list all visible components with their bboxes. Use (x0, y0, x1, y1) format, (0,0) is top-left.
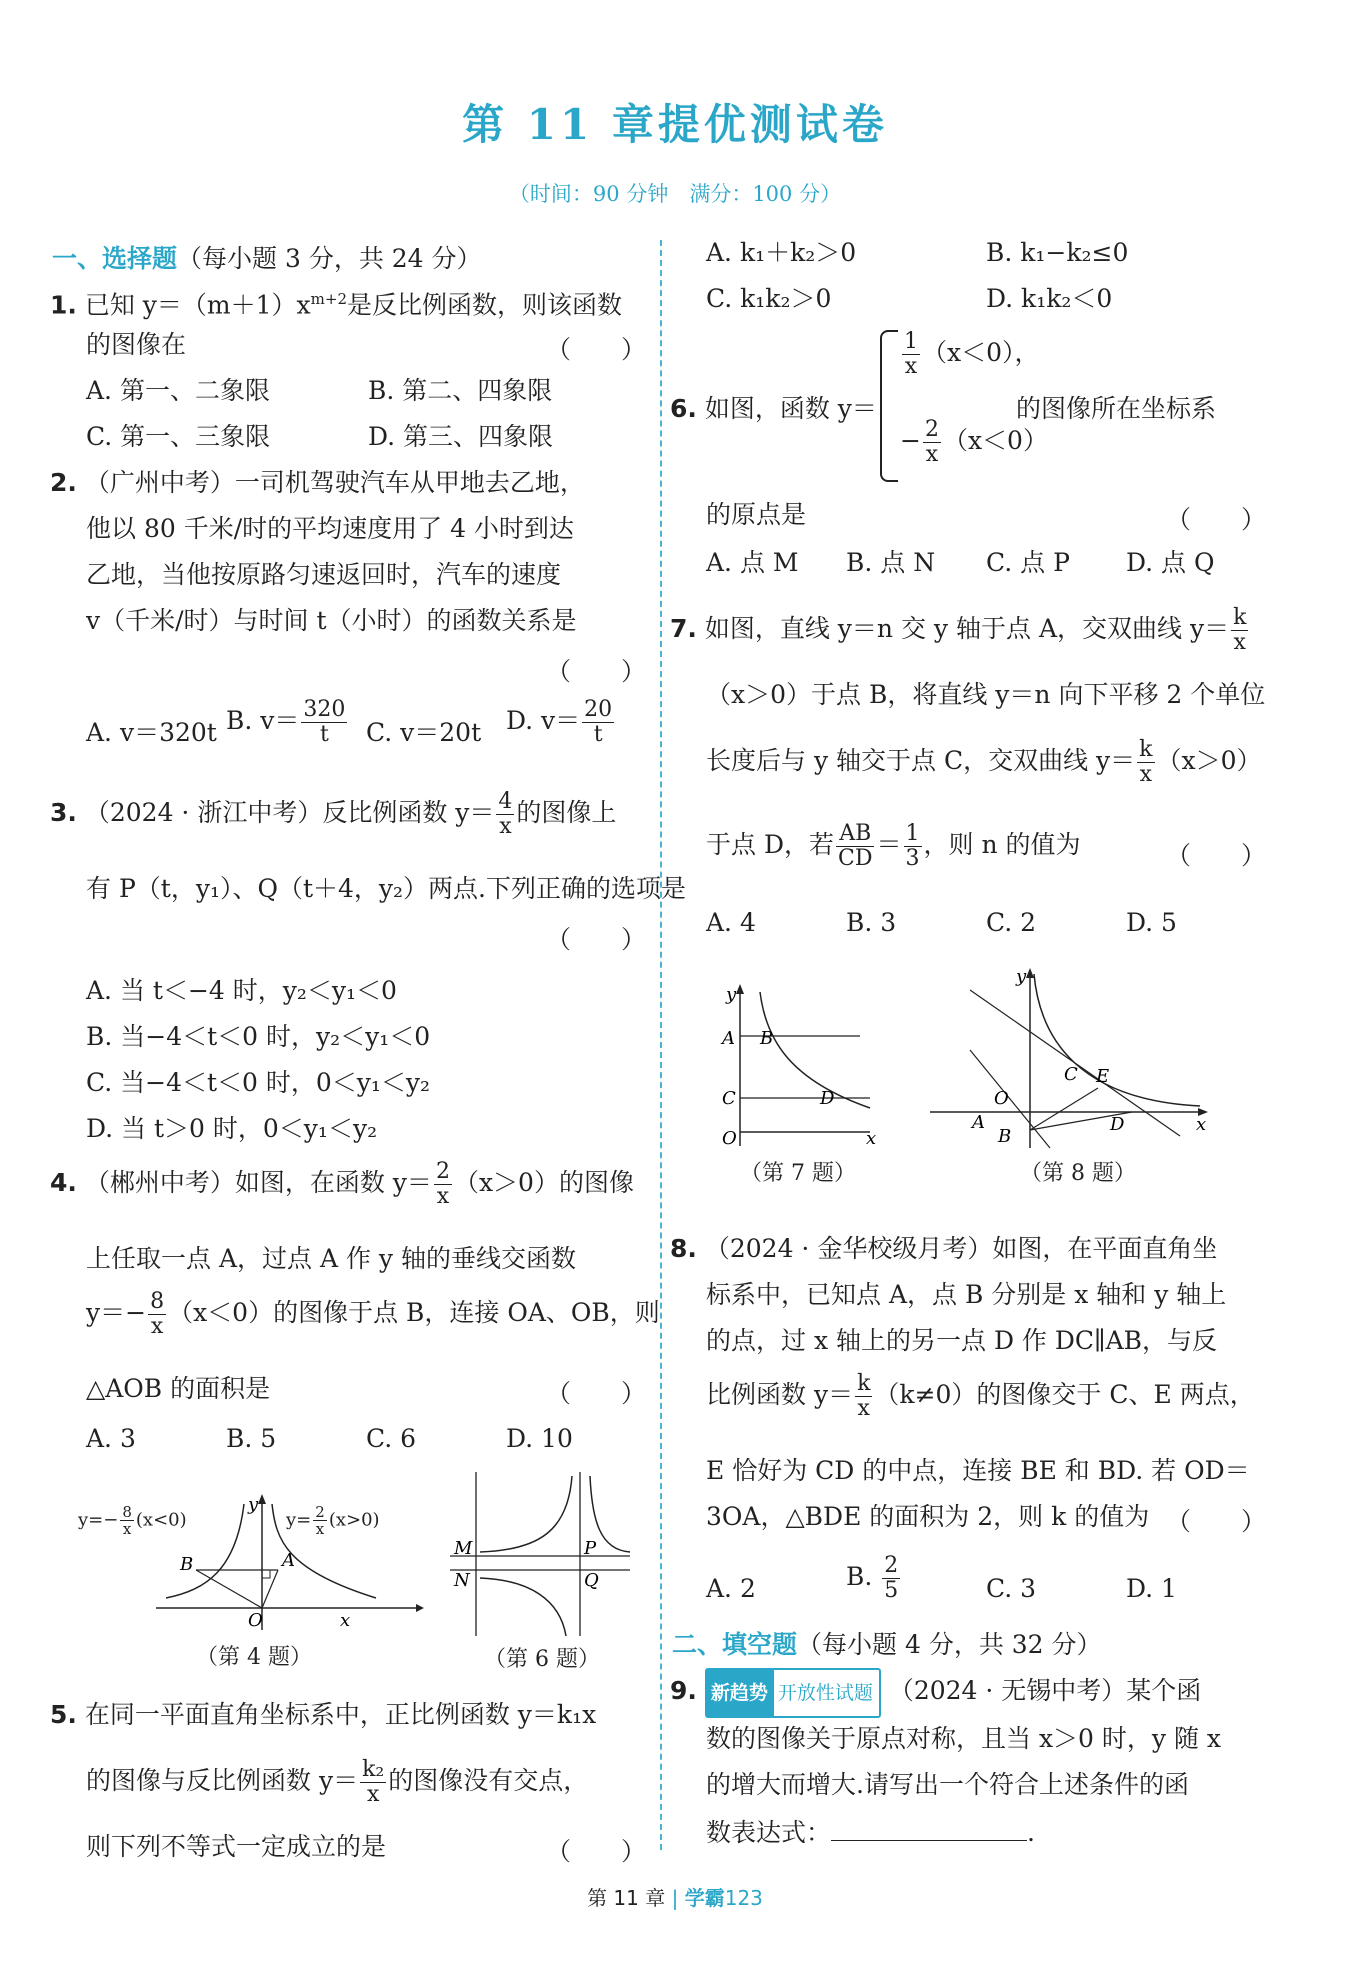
figure-4 (76, 1480, 426, 1670)
question-text: （2024 · 金华校级月考）如图，在平面直角坐 (704, 1234, 1218, 1263)
question-text: 的原点是 (706, 500, 807, 529)
question-number: 9. (670, 1676, 697, 1705)
footer-separator: | (671, 1886, 679, 1910)
option-d[interactable]: D. 点 Q (1126, 548, 1215, 577)
question-text: 数的图像关于原点对称，且当 x＞0 时，y 随 x (706, 1724, 1222, 1753)
fraction-numerator: k (1139, 737, 1153, 762)
fraction-numerator: 4 (498, 789, 513, 814)
trend-tag: 新趋势 (705, 1668, 774, 1718)
figure-7 (710, 980, 890, 1210)
fraction-denominator: x (150, 1314, 164, 1339)
figure-caption: （第 8 题） (1020, 1161, 1136, 1186)
fraction-numerator: 320 (303, 697, 346, 722)
fraction-numerator: k (857, 1371, 871, 1396)
question-text: 如图，直线 y＝n 交 y 轴于点 A，交双曲线 y＝ (704, 614, 1230, 643)
label-x: x (1196, 1114, 1207, 1135)
question-text: 的增大而增大.请写出一个符合上述条件的函 (706, 1770, 1189, 1799)
question-text: E 恰好为 CD 的中点，连接 BE 和 BD. 若 OD＝ (706, 1456, 1250, 1485)
figure-8-graph (930, 960, 1230, 1150)
right-curve-label (286, 1504, 380, 1537)
fraction-numerator: 1 (905, 821, 920, 846)
question-number: 8. (670, 1234, 697, 1263)
fraction-numerator: 20 (584, 697, 613, 722)
answer-blank[interactable]: （ ） (1166, 1507, 1267, 1536)
exam-info: （时间：90 分钟 满分：100 分） (508, 182, 842, 206)
section-label: 一、选择题 (52, 244, 178, 273)
question-number: 4. (50, 1168, 77, 1197)
label-a: A (282, 1550, 295, 1571)
question-text: ，则 n 的值为 (923, 830, 1081, 859)
label-o: O (248, 1610, 263, 1631)
question-text: 是反比例函数，则该函数 (347, 290, 623, 320)
answer-blank[interactable]: （ ） (546, 1837, 647, 1866)
question-text: 已知 y＝（m＋1）x (84, 290, 311, 320)
period: . (1027, 1818, 1035, 1847)
question-text: 的图像与反比例函数 y＝ (86, 1766, 359, 1795)
figure-6 (440, 1470, 640, 1670)
option-c[interactable]: C. 点 P (986, 548, 1070, 577)
curve-eq: y= (286, 1509, 312, 1531)
question-text: △AOB 的面积是 (86, 1374, 271, 1403)
open-question-tag: 开放性试题 (770, 1668, 881, 1718)
question-text: 乙地，当他按原路匀速返回时，汽车的速度 (86, 560, 562, 589)
question-number: 5. (50, 1700, 77, 1729)
fraction-denominator: 3 (905, 846, 920, 871)
option-b[interactable] (846, 1554, 902, 1603)
page-number: 123 (724, 1886, 763, 1910)
question-text: 的图像上 (516, 798, 617, 827)
answer-blank[interactable]: （ ） (546, 657, 647, 686)
label-e: E (1096, 1066, 1110, 1087)
option-d[interactable]: D. 1 (1126, 1574, 1177, 1603)
fraction-numerator: 1 (904, 329, 918, 354)
answer-blank[interactable]: （ ） (1166, 841, 1267, 870)
sign: − (900, 426, 921, 455)
curve-eq: y=− (78, 1509, 119, 1531)
option-c[interactable]: C. 第一、三象限 (86, 422, 271, 451)
equals: ＝ (876, 830, 902, 859)
fraction-numerator: 8 (150, 1289, 165, 1314)
question-text: 的点，过 x 轴上的另一点 D 作 DC∥AB，与反 (706, 1326, 1218, 1355)
question-text: 如图，函数 y＝ (704, 394, 877, 423)
question-number: 7. (670, 614, 697, 643)
option-a[interactable]: A. 2 (706, 1574, 756, 1603)
figure-6-graph (440, 1470, 640, 1640)
option-b[interactable]: B. 当−4＜t＜0 时，y₂＜y₁＜0 (86, 1022, 431, 1051)
section-label: 二、填空题 (672, 1630, 798, 1659)
fraction-numerator: 2 (315, 1503, 325, 1521)
question-text: 标系中，已知点 A，点 B 分别是 x 轴和 y 轴上 (706, 1280, 1227, 1309)
label-b: B (180, 1554, 194, 1575)
label-d: D (1110, 1114, 1125, 1135)
option-b[interactable]: B. 5 (226, 1424, 277, 1453)
question-text: 的图像没有交点， (388, 1766, 589, 1795)
question-text: 于点 D，若 (706, 830, 834, 859)
section-note: （每小题 3 分，共 24 分） (177, 244, 482, 273)
option-b[interactable]: B. 3 (846, 908, 897, 937)
question-text: 3OA，△BDE 的面积为 2，则 k 的值为 (706, 1502, 1150, 1531)
option-c[interactable]: C. 当−4＜t＜0 时，0＜y₁＜y₂ (86, 1068, 431, 1097)
question-text: （广州中考）一司机驾驶汽车从甲地去乙地， (84, 468, 585, 497)
fraction-denominator: x (857, 1396, 870, 1421)
fraction-numerator: 2 (884, 1553, 899, 1578)
label-a: A (972, 1112, 985, 1133)
fraction-denominator: x (366, 1782, 380, 1807)
label-m: M (454, 1538, 473, 1559)
question-text: （x＞0） (1156, 746, 1262, 775)
question-number: 2. (50, 468, 77, 497)
page-footer (0, 1882, 1350, 1911)
label-x: x (340, 1610, 351, 1631)
piecewise-brace (880, 330, 898, 482)
page-title: 第 11 章提优测试卷 (462, 100, 888, 149)
question-text: 长度后与 y 轴交于点 C，交双曲线 y＝ (706, 746, 1136, 775)
question-number: 6. (670, 394, 697, 423)
label-b: B (760, 1028, 774, 1049)
section-note: （每小题 4 分，共 32 分） (797, 1630, 1102, 1659)
question-number: 1. (50, 290, 77, 320)
option-a[interactable]: A. 3 (86, 1424, 136, 1453)
question-text: 的图像在 (86, 330, 187, 359)
footer-brand: 学霸 (684, 1886, 725, 1910)
question-text: （2024 · 浙江中考）反比例函数 y＝ (84, 798, 495, 827)
option-c[interactable]: C. v＝20t (366, 718, 482, 747)
fraction-denominator: CD (838, 846, 873, 871)
fraction-denominator: x (122, 1520, 132, 1538)
fraction-numerator: 2 (435, 1159, 450, 1184)
question-text: 有 P（t，y₁）、Q（t＋4，y₂）两点.下列正确的选项是 (86, 874, 687, 903)
footer-chapter: 第 11 章 (587, 1886, 666, 1910)
label-n: N (454, 1570, 470, 1591)
question-text: 比例函数 y＝ (706, 1380, 854, 1409)
label-a: A (722, 1028, 735, 1049)
option-a[interactable]: A. 当 t＜−4 时，y₂＜y₁＜0 (86, 976, 397, 1005)
question-text: （郴州中考）如图，在函数 y＝ (84, 1168, 432, 1197)
figure-caption: （第 6 题） (484, 1647, 600, 1672)
fraction-denominator: x (904, 354, 918, 379)
fraction-denominator: x (436, 1184, 450, 1209)
piece-condition: （x＜0）， (922, 338, 1040, 367)
option-b[interactable]: B. 第二、四象限 (368, 376, 553, 405)
option-c[interactable]: C. 3 (986, 1574, 1037, 1603)
question-number: 3. (50, 798, 77, 827)
fraction-numerator: k₂ (362, 1757, 385, 1782)
option-c[interactable]: C. 2 (986, 908, 1037, 937)
question-text: （x＞0）的图像 (453, 1168, 634, 1197)
figure-caption: （第 7 题） (740, 1161, 856, 1186)
question-text: 上任取一点 A，过点 A 作 y 轴的垂线交函数 (86, 1244, 576, 1273)
piece-1 (900, 330, 1040, 379)
answer-blank[interactable]: （ ） (1166, 505, 1267, 534)
question-text: 在同一平面直角坐标系中，正比例函数 y＝k₁x (84, 1700, 597, 1729)
question-text: 则下列不等式一定成立的是 (86, 1832, 387, 1861)
question-text: （k≠0）的图像交于 C、E 两点， (874, 1380, 1255, 1409)
question-text: y＝− (86, 1298, 147, 1327)
option-a[interactable]: A. 第一、二象限 (86, 376, 270, 405)
option-a[interactable]: A. v＝320t (86, 718, 217, 747)
fraction-numerator: k (1233, 605, 1247, 630)
option-d[interactable]: D. 10 (506, 1424, 573, 1453)
fraction-denominator: x (499, 814, 512, 839)
answer-blank[interactable]: （ ） (546, 1379, 647, 1408)
question-text: （x＜0）的图像于点 B，连接 OA、OB，则 (168, 1298, 660, 1327)
option-c[interactable]: C. 6 (366, 1424, 417, 1453)
option-a[interactable]: A. k₁＋k₂＞0 (706, 238, 857, 267)
label-x: x (866, 1128, 877, 1149)
label-c: C (1064, 1064, 1078, 1085)
option-b[interactable] (226, 698, 349, 747)
question-text: v（千米/时）与时间 t（小时）的函数关系是 (86, 606, 577, 635)
label-c: C (722, 1088, 736, 1109)
fraction-denominator: t (593, 722, 603, 747)
label-y: y (1016, 966, 1027, 987)
left-curve-label (78, 1504, 187, 1537)
question-text: （2024 · 无锡中考）某个函 (888, 1676, 1202, 1705)
option-b[interactable]: B. k₁−k₂≤0 (986, 238, 1129, 267)
label-q: Q (584, 1570, 599, 1591)
exponent: m+2 (310, 290, 347, 308)
label-d: D (820, 1088, 835, 1109)
question-text: 数表达式： (706, 1818, 832, 1847)
figure-7-graph (710, 980, 890, 1150)
option-a[interactable]: A. 4 (706, 908, 756, 937)
label-p: P (584, 1538, 597, 1559)
answer-blank[interactable]: （ ） (546, 335, 647, 364)
curve-condition: (x<0) (135, 1509, 187, 1531)
column-divider (660, 240, 662, 1850)
option-d[interactable]: D. k₁k₂＜0 (986, 284, 1113, 313)
fraction-denominator: t (319, 722, 329, 747)
fraction-denominator: x (925, 442, 939, 467)
label-y: y (726, 984, 737, 1005)
option-d[interactable] (506, 698, 616, 747)
question-text: （x＞0）于点 B，将直线 y＝n 向下平移 2 个单位 (706, 680, 1266, 709)
figure-8 (930, 960, 1230, 1210)
section-fill-heading (672, 1622, 1102, 1668)
label-y: y (248, 1494, 259, 1515)
option-d[interactable]: D. 第三、四象限 (368, 422, 554, 451)
curve-condition: (x>0) (328, 1509, 380, 1531)
option-b[interactable]: B. 点 N (846, 548, 936, 577)
option-label: D. v＝ (506, 706, 581, 735)
piece-condition: （x＜0） (942, 426, 1048, 455)
question-text: 的图像所在坐标系 (1016, 394, 1217, 423)
option-d[interactable]: D. 当 t＞0 时，0＜y₁＜y₂ (86, 1114, 378, 1143)
answer-line[interactable] (831, 1810, 1027, 1841)
fraction-numerator: 2 (924, 417, 939, 442)
label-b: B (998, 1126, 1012, 1147)
fraction-numerator: AB (836, 822, 874, 847)
figure-caption: （第 4 题） (196, 1645, 312, 1670)
fraction-denominator: x (1233, 630, 1246, 655)
answer-blank[interactable]: （ ） (546, 925, 647, 954)
question-text: 他以 80 千米/时的平均速度用了 4 小时到达 (86, 514, 574, 543)
fraction-denominator: 5 (884, 1578, 899, 1603)
label-o: O (994, 1088, 1009, 1109)
option-c[interactable]: C. k₁k₂＞0 (706, 284, 832, 313)
option-a[interactable]: A. 点 M (706, 548, 799, 577)
fraction-denominator: x (1139, 762, 1153, 787)
option-label: B. v＝ (226, 706, 300, 735)
option-d[interactable]: D. 5 (1126, 908, 1177, 937)
fraction-denominator: x (315, 1520, 325, 1538)
fraction-numerator: 8 (122, 1503, 132, 1521)
label-o: O (722, 1128, 737, 1149)
option-label: B. (846, 1562, 873, 1591)
